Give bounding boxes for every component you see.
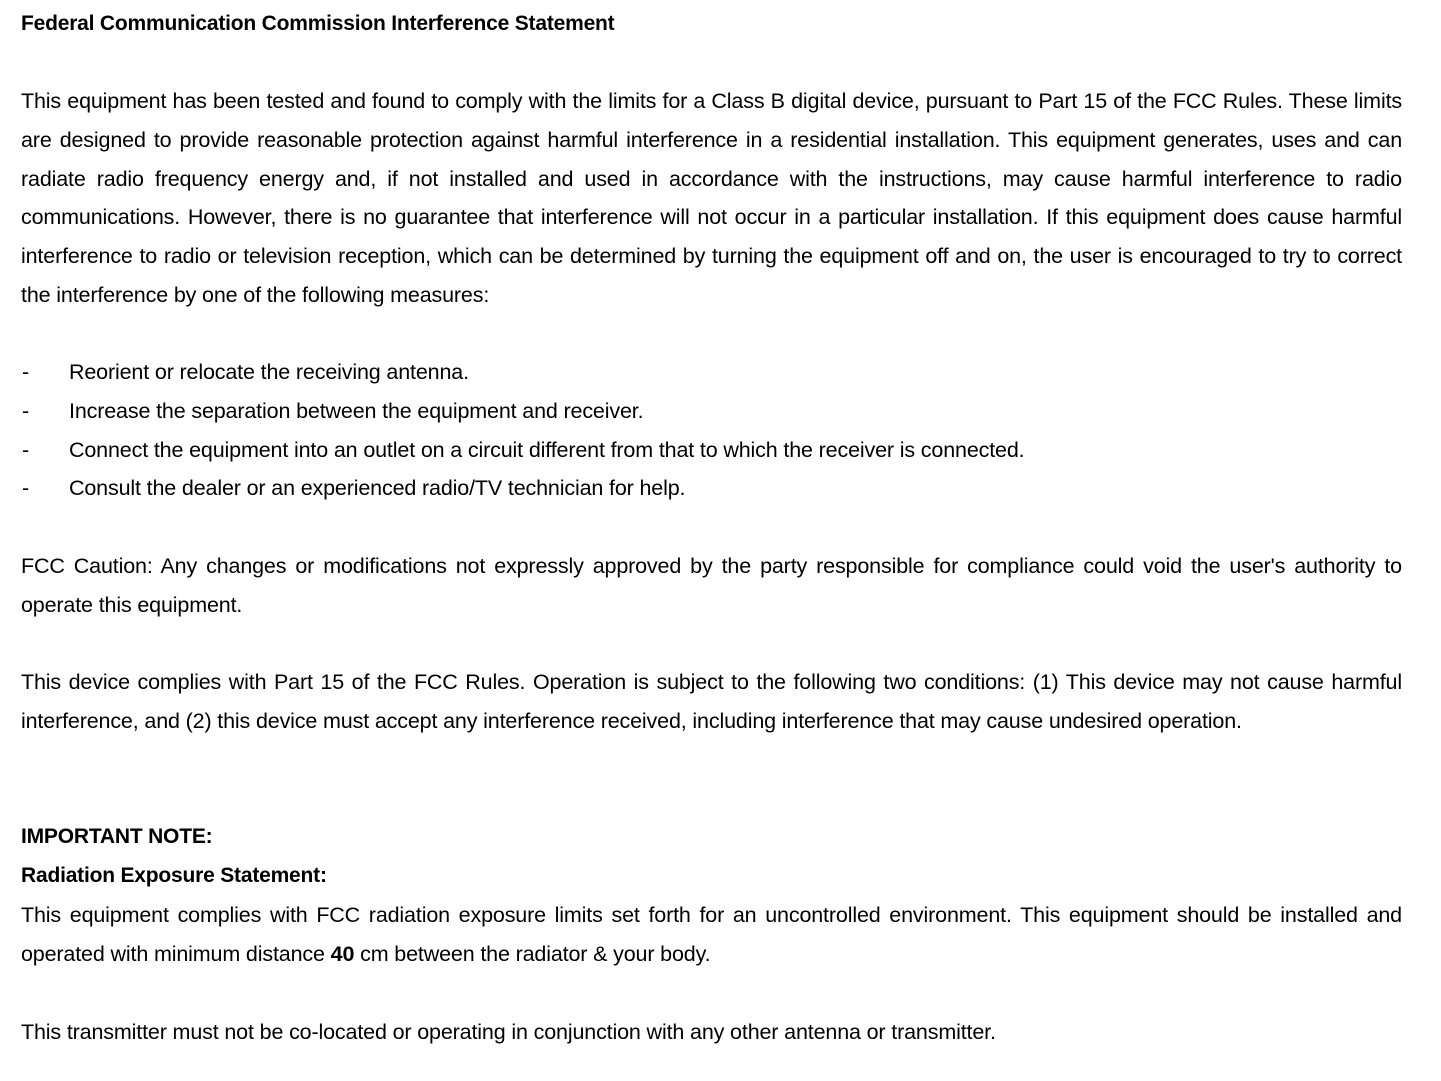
list-marker: - bbox=[22, 437, 30, 462]
list-marker: - bbox=[22, 398, 30, 423]
list-marker: - bbox=[22, 476, 30, 501]
radiation-text-after: cm between the radiator & your body. bbox=[354, 941, 711, 966]
list-marker: - bbox=[22, 360, 30, 384]
radiation-text-before: This equipment complies with FCC radiation exposure limits set forth for an uncontrolled environment. This equipment should be installed and operated with minimum distance bbox=[21, 903, 1402, 966]
list-item-text: Reorient or relocate the receiving antenna. bbox=[69, 360, 469, 384]
colocation-paragraph: This transmitter must not be co-located or operating in conjunction with any other antenna or transmitter. bbox=[21, 1020, 996, 1044]
list-item-text: Connect the equipment into an outlet on a circuit different from that to which the receiver is connected. bbox=[69, 437, 1025, 462]
list-item bbox=[21, 431, 1402, 470]
measures-list bbox=[21, 353, 1402, 508]
radiation-heading: Radiation Exposure Statement: bbox=[21, 864, 327, 887]
list-item-text: Increase the separation between the equipment and receiver. bbox=[69, 398, 644, 423]
radiation-paragraph bbox=[21, 896, 1402, 974]
list-item bbox=[21, 392, 1402, 431]
list-item bbox=[21, 469, 1402, 508]
compliance-paragraph: This device complies with Part 15 of the FCC Rules. Operation is subject to the following two conditions: (1) This device may not cause harmful interference, and (2) this device must accept any interference received, including interference that may cause undesired operation. bbox=[21, 670, 1402, 733]
important-note-heading: IMPORTANT NOTE: bbox=[21, 825, 213, 848]
minimum-distance-value: 40 bbox=[330, 941, 355, 966]
list-item bbox=[21, 353, 1402, 392]
intro-paragraph: This equipment has been tested and found to comply with the limits for a Class B digital device, pursuant to Part 15 of the FCC Rules. These limits are designed to provide reasonable protection against harmful interference in a residential installation. This equipment generates, uses and can radiate radio frequency energy and, if not installed and used in accordance with the instructions, may cause harmful interference to radio communications. However, there is no guarantee that interference will not occur in a particular installation. If this equipment does cause harmful interference to radio or television reception, which can be determined by turning the equipment off and on, the user is encouraged to try to correct the interference by one of the following measures: bbox=[21, 89, 1402, 307]
caution-paragraph: FCC Caution: Any changes or modifications not expressly approved by the party responsible for compliance could void the user's authority to operate this equipment. bbox=[21, 554, 1402, 617]
page-title: Federal Communication Commission Interference Statement bbox=[21, 12, 615, 35]
list-item-text: Consult the dealer or an experienced radio/TV technician for help. bbox=[69, 476, 686, 501]
